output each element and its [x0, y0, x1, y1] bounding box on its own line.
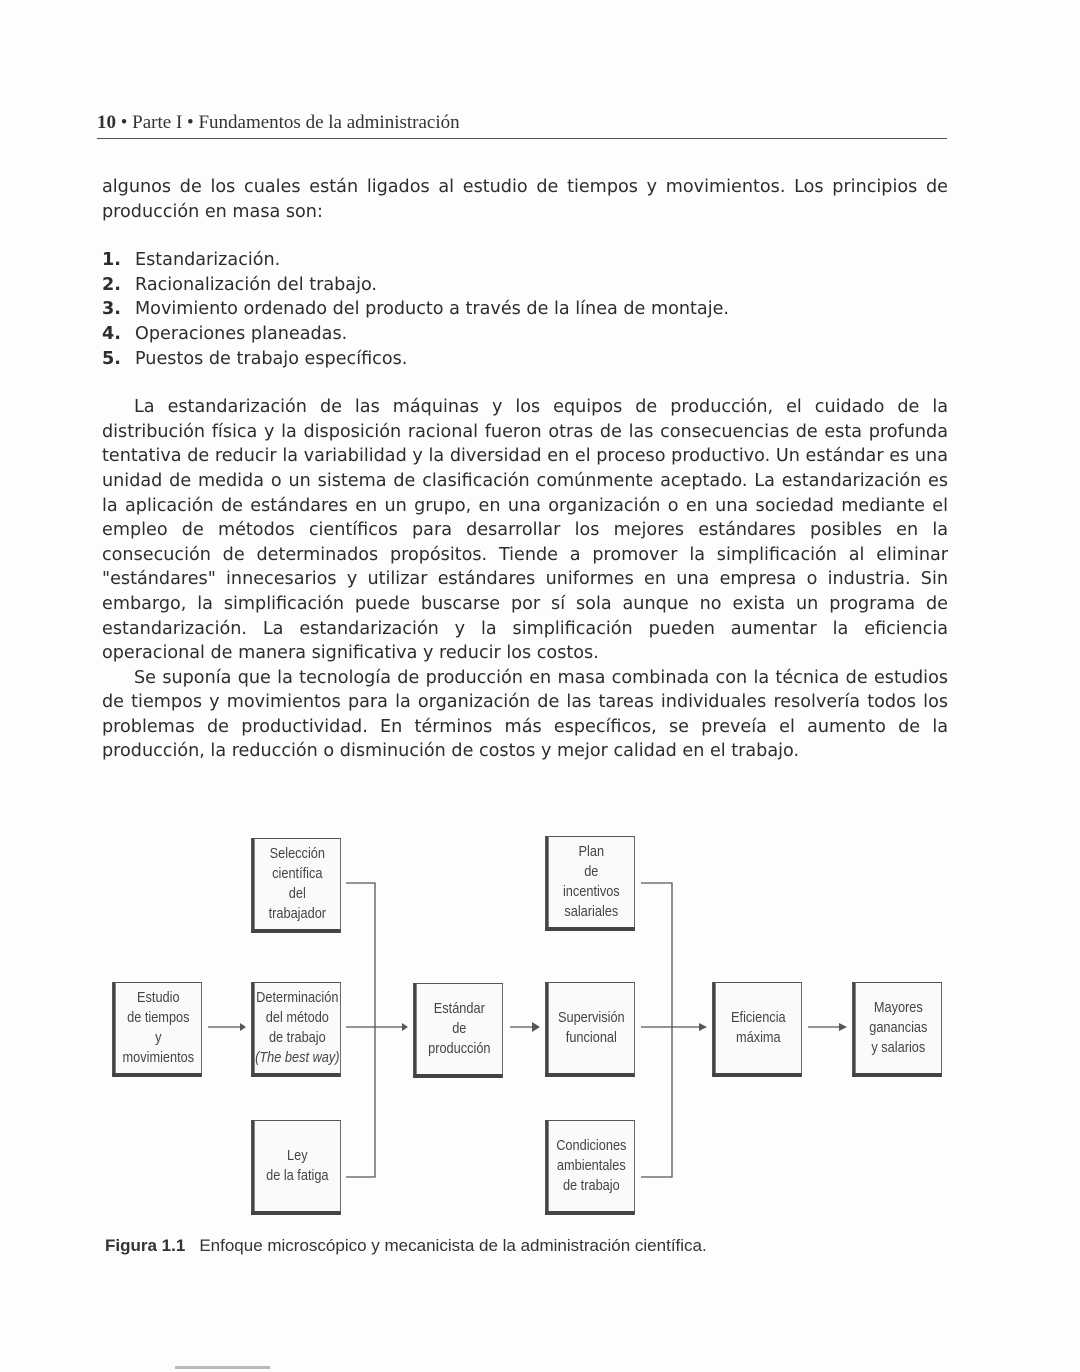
box-label: Condiciones ambientales de trabajo [556, 1138, 627, 1194]
box-label: Mayores ganancias y salarios [869, 1000, 928, 1056]
list-text: Racionalización del trabajo. [135, 274, 378, 295]
box-determinacion [251, 982, 341, 1077]
list-text: Operaciones planeadas. [135, 323, 348, 344]
box-label: Supervisión funcional [557, 1010, 625, 1046]
list-number: 4. [102, 323, 121, 344]
box-estandar [413, 983, 503, 1078]
part-label: Parte I [132, 112, 183, 133]
box-label: Selección científica del trabajador [268, 846, 327, 922]
arrow-icon [532, 1022, 540, 1032]
box-label: Determinación del método de trabajo [256, 990, 339, 1046]
box-label-italic: (The best way) [255, 1050, 340, 1066]
list-number: 3. [102, 299, 121, 320]
separator: • [120, 112, 128, 133]
box-plan [545, 836, 635, 931]
box-condiciones [545, 1120, 635, 1215]
box-eficiencia [712, 982, 802, 1077]
box-label: Estudio de tiempos y movimientos [122, 990, 195, 1066]
arrow-icon [699, 1023, 707, 1031]
figure-caption [105, 1236, 707, 1256]
box-mayores [852, 982, 942, 1077]
box-label: Ley de la fatiga [266, 1148, 329, 1184]
intro-paragraph: algunos de los cuales están ligados al estudio de tiempos y movimientos. Los principios de producción en masa son: [102, 177, 948, 222]
page-number: 10 [97, 112, 116, 133]
list-text: Estandarización. [135, 250, 281, 271]
list-number: 1. [102, 250, 121, 271]
figure-label: Figura 1.1 [105, 1236, 186, 1255]
list-text: Movimiento ordenado del producto a través de la línea de montaje. [135, 299, 730, 320]
section-title: Fundamentos de la administración [198, 112, 460, 133]
arrow-icon [402, 1023, 408, 1031]
box-label: Plan de incentivos salariales [562, 844, 620, 920]
box-supervision [545, 982, 635, 1077]
arrow-icon [240, 1023, 246, 1031]
left-bracket-line [346, 883, 375, 1177]
box-seleccion [251, 838, 341, 933]
list-number: 5. [102, 348, 121, 369]
box-estudio [112, 982, 202, 1077]
right-bracket-line [641, 883, 672, 1177]
separator: • [187, 112, 194, 133]
scan-artifact [175, 1366, 270, 1369]
list-number: 2. [102, 274, 121, 295]
caption-text: Enfoque microscópico y mecanicista de la administración científica. [199, 1236, 707, 1255]
paragraph: Se suponía que la tecnología de producción en masa combinada con la técnica de estudios de tiempos y movimientos para la organización de las tareas individuales resolvería todos los problemas de productividad. En términos más específicos, se preveía el aumento de la producción, la reducción o disminución de costos y mejor calidad en el trabajo. [102, 667, 948, 762]
paragraph: La estandarización de las máquinas y los equipos de producción, el cuidado de la distribución física y la disposición racional fueron otras de las consecuencias de esta profunda tentativa de reducir la variabilidad y la diversidad en el proceso productivo. Un estándar es una unidad de medida o un sistema de clasificación comúnmente aceptado. La estandarización es la aplicación de estándares en un grupo, en una organización o en una sociedad mediante el empleo de métodos científicos para desarrollar los mejores estándares posibles en la consecución de determinados propósitos. Tiende a promover la simplificación al eliminar "estándares" innecesarios y utilizar estándares uniformes en una empresa o industria. Sin embargo, la simplificación puede buscarse por sí sola aunque no exista un programa de estandarización. La estandarización y la simplificación pueden aumentar la eficiencia operacional de manera significativa y reducir los costos. [102, 397, 948, 664]
box-label: Estándar de producción [428, 1001, 491, 1057]
arrow-icon [839, 1023, 847, 1031]
box-label: Eficiencia máxima [731, 1010, 786, 1046]
list-text: Puestos de trabajo específicos. [135, 348, 408, 369]
box-ley [251, 1120, 341, 1215]
